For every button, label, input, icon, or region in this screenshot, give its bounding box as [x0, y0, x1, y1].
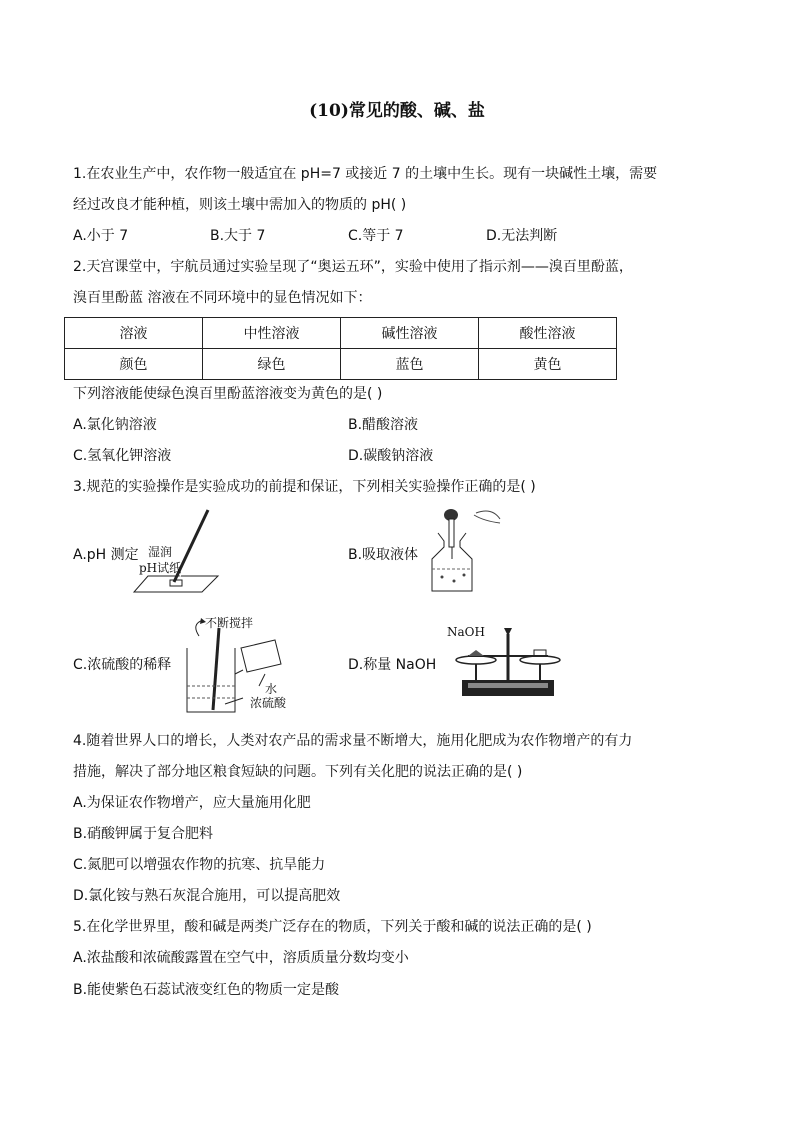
q5-option-a: A.浓盐酸和浓硫酸露置在空气中，溶质质量分数均变小 [73, 950, 409, 966]
q5-option-b: B.能使紫色石蕊试液变红色的物质一定是酸 [73, 982, 340, 998]
table-cell: 黄色 [479, 349, 617, 380]
table-row [65, 349, 617, 380]
table-row [65, 318, 617, 349]
q2-option-d: D.碳酸钠溶液 [348, 448, 434, 464]
q3-option-d: D.称量 NaOH [348, 657, 437, 673]
q5-line1: 5.在化学世界里，酸和碱是两类广泛存在的物质，下列关于酸和碱的说法正确的是( ) [73, 919, 592, 935]
q1-option-a: A.小于 7 [73, 228, 129, 244]
q4-option-b: B.硝酸钾属于复合肥料 [73, 826, 214, 842]
naoh-label: NaOH [447, 625, 485, 639]
q4-option-c: C.氮肥可以增强农作物的抗寒、抗旱能力 [73, 857, 326, 873]
q2-option-a: A.氯化钠溶液 [73, 417, 157, 433]
table-cell: 中性溶液 [203, 318, 341, 349]
table-cell: 溶液 [65, 318, 203, 349]
q4-line2: 措施，解决了部分地区粮食短缺的问题。下列有关化肥的说法正确的是( ) [73, 764, 523, 780]
q2-line2: 溴百里酚蓝 溶液在不同环境中的显色情况如下： [73, 290, 372, 306]
ph-paper-label: pH试纸 [139, 561, 182, 575]
q2-question: 下列溶液能使绿色溴百里酚蓝溶液变为黄色的是( ) [73, 386, 383, 402]
table-cell: 酸性溶液 [479, 318, 617, 349]
q3-line1: 3.规范的实验操作是实验成功的前提和保证，下列相关实验操作正确的是( ) [73, 479, 536, 495]
q2-line1: 2.天宫课堂中，宇航员通过实验呈现了“奥运五环”，实验中使用了指示剂——溴百里酚蓝， [73, 259, 633, 275]
q1-line1: 1.在农业生产中，农作物一般适宜在 pH=7 或接近 7 的土壤中生长。现有一块碱性土壤，需要 [73, 166, 658, 182]
table-cell: 颜色 [65, 349, 203, 380]
q4-line1: 4.随着世界人口的增长，人类对农产品的需求量不断增大，施用化肥成为农作物增产的有力 [73, 733, 633, 749]
acid-label: 浓硫酸 [250, 696, 287, 710]
q1-line2: 经过改良才能种植，则该土壤中需加入的物质的 pH( ) [73, 197, 407, 213]
q1-option-c: C.等于 7 [348, 228, 404, 244]
water-label: 水 [265, 682, 278, 696]
wet-label: 湿润 [148, 545, 173, 559]
q4-option-a: A.为保证农作物增产，应大量施用化肥 [73, 795, 311, 811]
q4-option-d: D.氯化铵与熟石灰混合施用，可以提高肥效 [73, 888, 341, 904]
q3-option-a: A.pH 测定 [73, 547, 139, 563]
dropper-figure [424, 505, 504, 593]
q2-option-c: C.氢氧化钾溶液 [73, 448, 172, 464]
color-table [64, 317, 617, 380]
stir-label: 不断搅拌 [205, 616, 254, 630]
table-cell: 蓝色 [341, 349, 479, 380]
table-cell: 碱性溶液 [341, 318, 479, 349]
q1-option-b: B.大于 7 [210, 228, 266, 244]
q3-option-b: B.吸取液体 [348, 547, 419, 563]
table-cell: 绿色 [203, 349, 341, 380]
q1-option-d: D.无法判断 [486, 228, 558, 244]
q3-option-c: C.浓硫酸的稀释 [73, 657, 172, 673]
page-title: (10)常见的酸、碱、盐 [309, 101, 485, 121]
q2-option-b: B.醋酸溶液 [348, 417, 419, 433]
